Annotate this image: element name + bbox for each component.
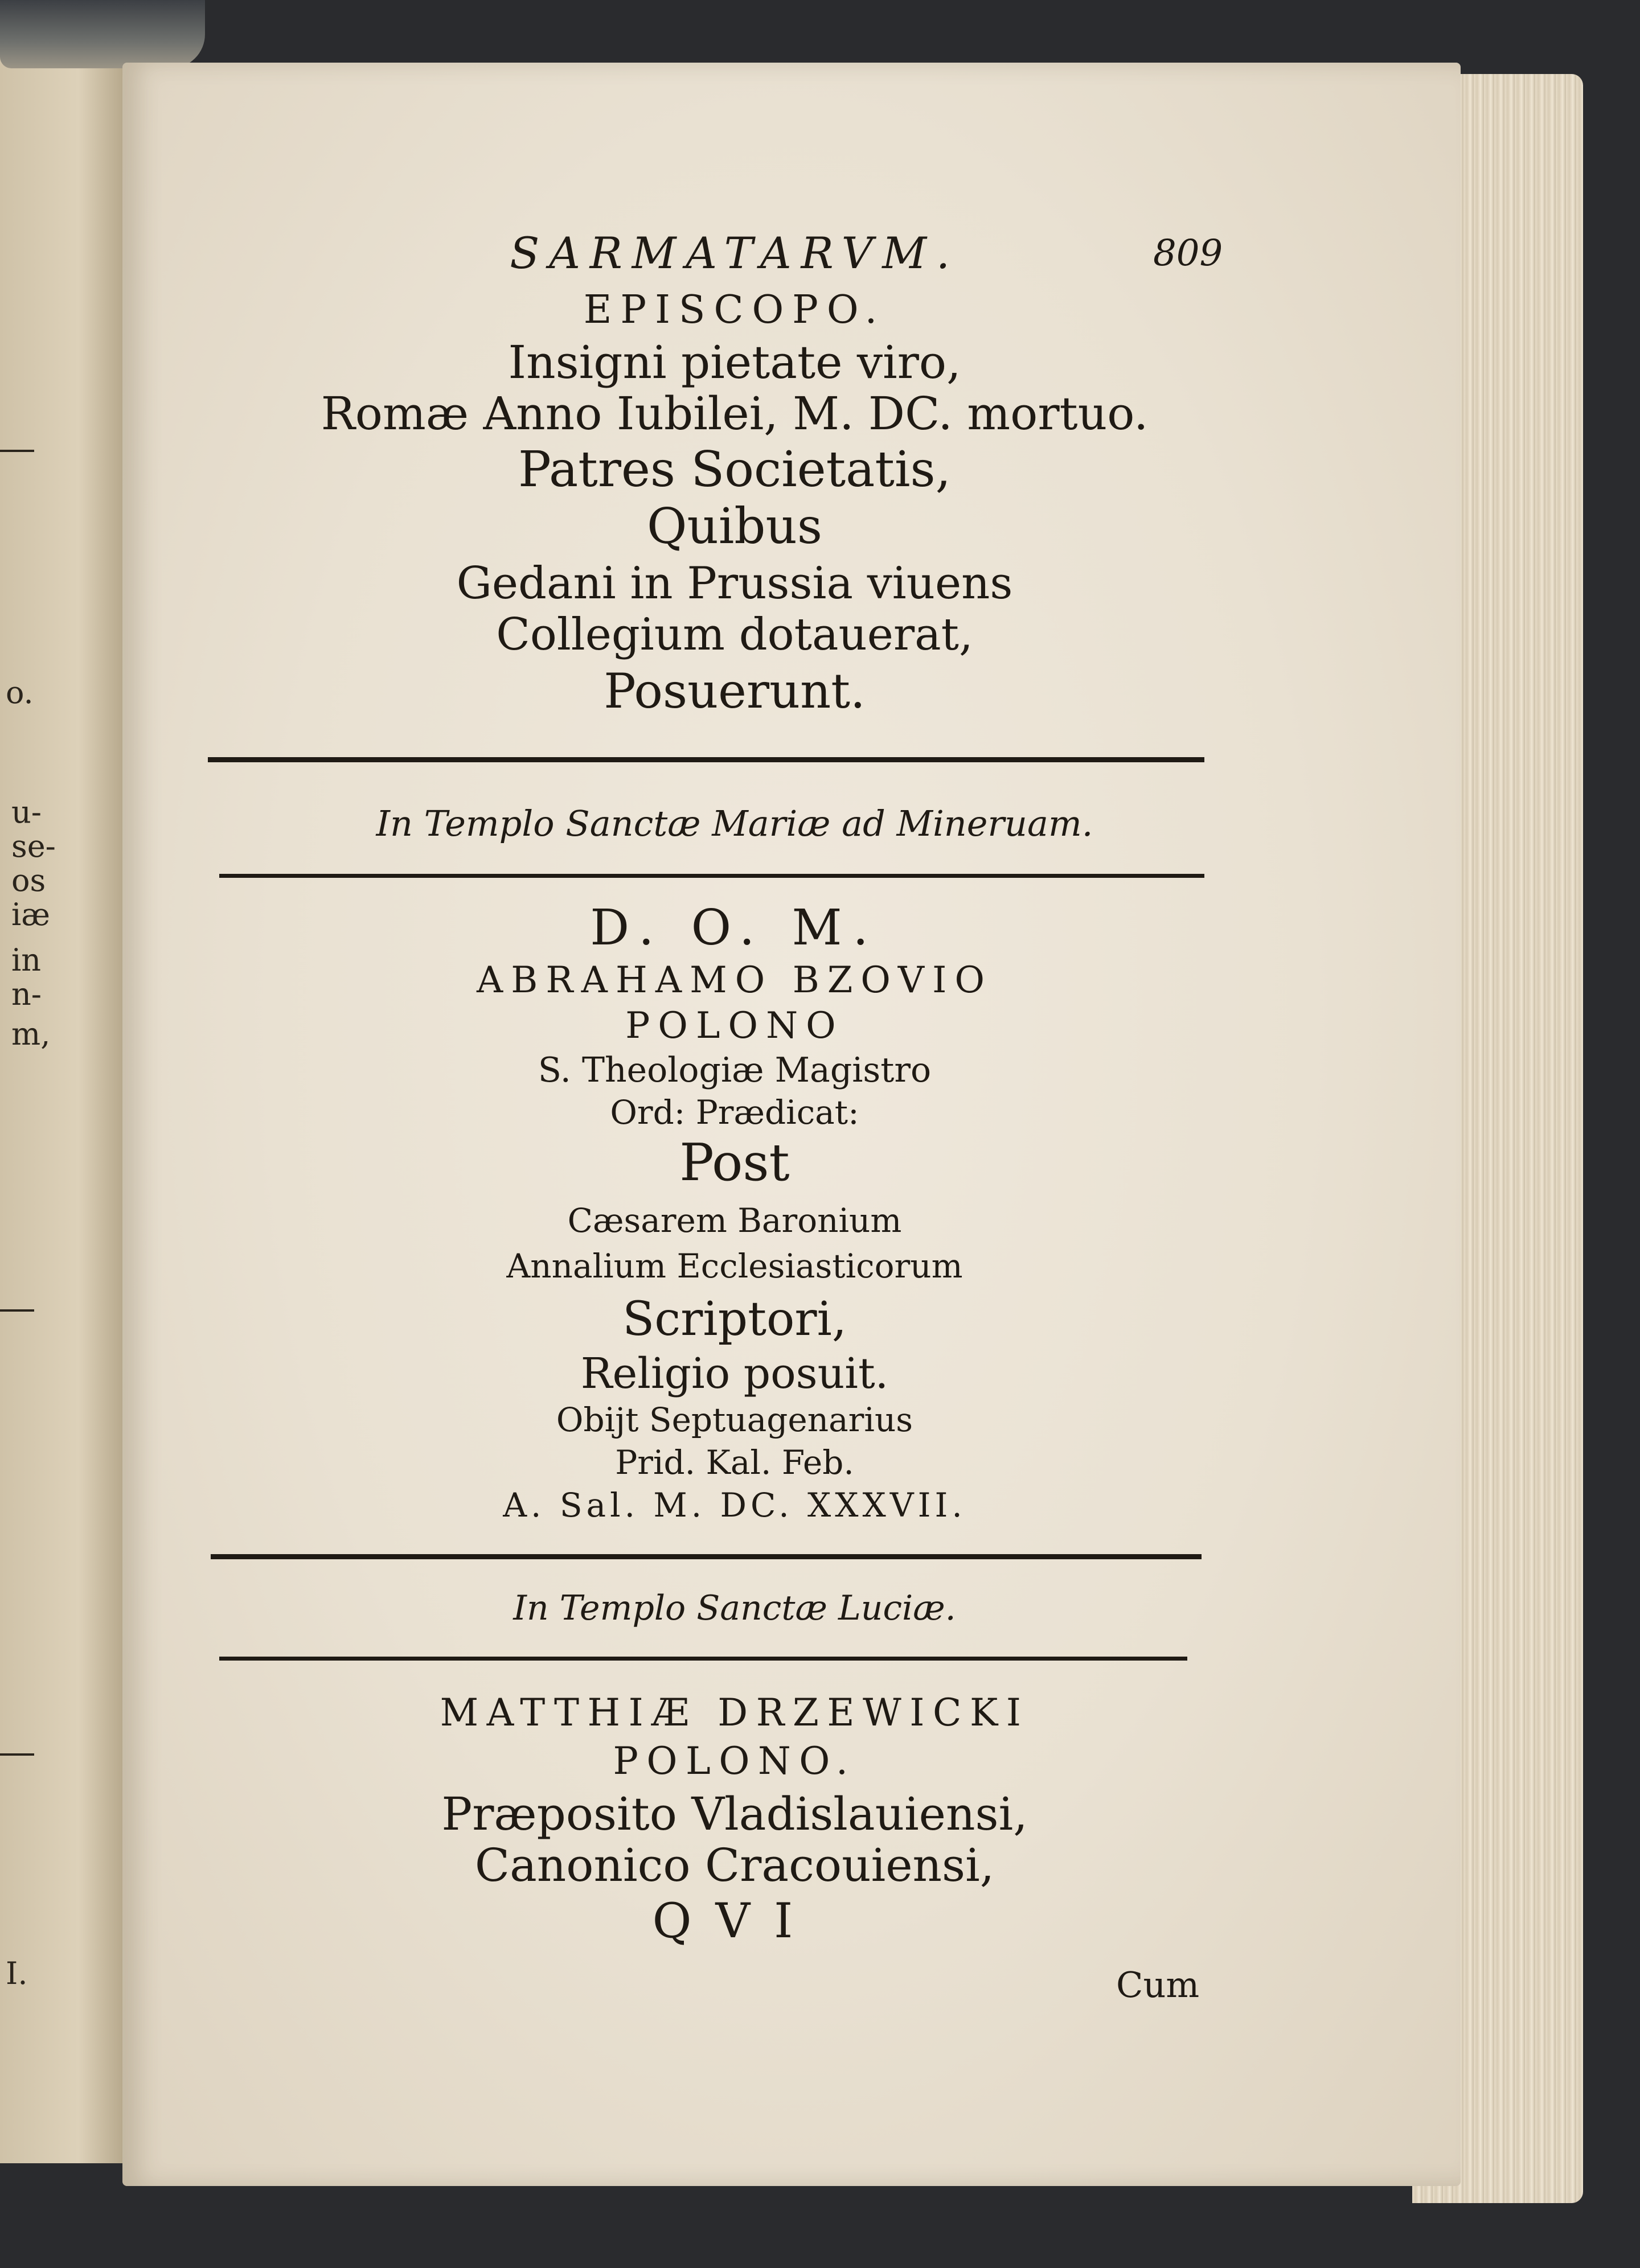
left-page-rule	[0, 1309, 34, 1312]
epitaph-line: ABRAHAMO BZOVIO	[476, 959, 993, 1001]
horizontal-rule	[219, 874, 1204, 878]
epitaph-line: Annalium Ecclesiasticorum	[506, 1247, 963, 1285]
epitaph-line: POLONO	[625, 1005, 844, 1047]
epitaph-line: MATTHIÆ DRZEWICKI	[440, 1691, 1030, 1735]
epitaph-line: Scriptori,	[622, 1292, 847, 1346]
epitaph-line: Præposito Vladislauiensi,	[441, 1788, 1028, 1840]
epitaph-line: EPISCOPO.	[583, 287, 886, 332]
epitaph-line: Prid. Kal. Feb.	[615, 1443, 854, 1482]
epitaph-line: Romæ Anno Iubilei, M. DC. mortuo.	[321, 387, 1149, 440]
left-page-fragment: m,	[11, 1016, 51, 1052]
page-number: 809	[1153, 232, 1223, 274]
epitaph-line: S. Theologiæ Magistro	[538, 1050, 932, 1090]
epitaph-line: Gedani in Prussia viuens	[456, 558, 1013, 609]
left-page-fragment: I.	[6, 1955, 28, 1991]
left-page-fragment: se-	[11, 828, 56, 864]
epitaph-line: Canonico Cracouiensi,	[474, 1839, 995, 1892]
left-page-fragment: os	[11, 862, 46, 898]
main-page	[122, 63, 1461, 2186]
left-page-fragment: o.	[6, 675, 34, 710]
left-page-fragment: iæ	[11, 897, 51, 932]
book-spine	[0, 0, 205, 68]
left-page-fragment: in	[11, 942, 42, 978]
epitaph-line: Insigni pietate viro,	[508, 336, 961, 389]
section-heading: In Templo Sanctæ Luciæ.	[513, 1588, 956, 1628]
epitaph-line: Patres Societatis,	[518, 441, 951, 498]
catchword: Cum	[1116, 1964, 1200, 2006]
epitaph-line: Cæsarem Baronium	[567, 1201, 902, 1240]
epitaph-line: Quibus	[647, 498, 822, 555]
epitaph-line: POLONO.	[613, 1739, 856, 1783]
running-head: SARMATARVM.	[510, 228, 960, 278]
epitaph-line: Ord: Prædicat:	[610, 1093, 859, 1132]
epitaph-line: QVI	[652, 1893, 817, 1949]
left-page-rule	[0, 1753, 34, 1756]
epitaph-line: Obijt Septuagenarius	[556, 1400, 913, 1439]
epitaph-line: A. Sal. M. DC. XXXVII.	[503, 1486, 966, 1525]
epitaph-line: Religio posuit.	[580, 1349, 889, 1398]
left-page-fragment: u-	[11, 794, 42, 830]
left-page-fragment: n-	[11, 976, 42, 1012]
epitaph-line: Post	[679, 1133, 790, 1193]
horizontal-rule	[211, 1554, 1202, 1559]
epitaph-line: Posuerunt.	[604, 663, 866, 719]
horizontal-rule	[208, 757, 1204, 762]
left-page-rule	[0, 450, 34, 452]
epitaph-line: Collegium dotauerat,	[496, 609, 973, 660]
epitaph-line: D. O. M.	[590, 899, 879, 956]
horizontal-rule	[219, 1657, 1187, 1661]
section-heading: In Templo Sanctæ Mariæ ad Mineruam.	[376, 803, 1093, 844]
